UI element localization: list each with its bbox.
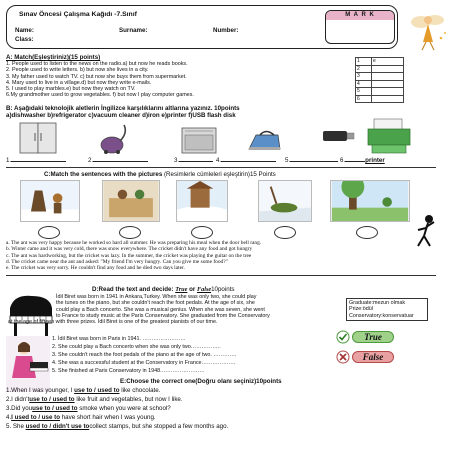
blank-number: 6. [340, 157, 346, 164]
section-a-item: 3. My father used to watch TV. c) but now she buys them from supermarket. [6, 73, 187, 80]
blank-1[interactable] [6, 157, 66, 164]
section-a-item: 4. Mary used to live in a village.d) but now they write e-mails. [6, 79, 152, 86]
fairy-icon [405, 8, 451, 54]
blank-number: 5. [285, 157, 291, 164]
class-label: Class: [15, 36, 34, 43]
blank-6[interactable] [340, 157, 385, 164]
mark-label: M A R K [326, 11, 394, 20]
check-icon [336, 330, 350, 344]
dishwasher-icon [180, 125, 218, 155]
section-divider [6, 275, 436, 276]
answer-6: printer [365, 157, 385, 164]
grid-answer[interactable] [372, 88, 404, 96]
answer-line[interactable] [345, 157, 365, 162]
choice-post: smoke when you were at school? [77, 405, 171, 412]
blank-number: 1. [6, 157, 12, 164]
blank-5[interactable] [285, 157, 338, 164]
story-picture-3 [176, 180, 228, 222]
choice-options[interactable]: use to / used to [32, 405, 78, 412]
blank-number: 3. [174, 157, 180, 164]
tf-statement: 5. She finished at Paris Conservatory in 1948.…………………… [52, 367, 205, 374]
false-word: False [197, 286, 212, 293]
section-divider [6, 167, 436, 168]
story-sentence: b. Winter came and it was very cold, there was snow everywhere. The cricket didn't have any food and got hungry [6, 246, 253, 253]
match-grid [355, 57, 404, 103]
answer-line[interactable] [221, 157, 276, 162]
section-a-heading: A: Match(Eşleştiriniz)(15 points) [6, 54, 101, 61]
story-picture-4 [258, 180, 312, 222]
paragraph-line: İdil Biret was born in 1941 in Ankara,Turkey. When she was only two, she could play [56, 294, 257, 300]
answer-circle[interactable] [274, 226, 296, 239]
glossary-box [346, 298, 428, 321]
grid-number: 1 [356, 58, 372, 66]
thinking-stick-figure-icon [412, 214, 442, 248]
mark-box[interactable] [325, 10, 395, 44]
section-c-heading: C:Match the sentences with the pictures [44, 171, 163, 178]
blank-number: 4. [216, 157, 222, 164]
grid-number: 6 [356, 95, 372, 103]
choice-item [6, 423, 228, 430]
glossary-item: Graduate:mezun olmak [349, 300, 406, 306]
story-sentence: c. The ant was hardworking, but the cricket was lazy. In the summer, the cricket was playing the guitar on the tree [6, 252, 252, 259]
true-false-statements [52, 336, 236, 374]
refrigerator-icon [18, 121, 58, 155]
or-word: or [187, 286, 197, 293]
tf-statement: 1. İdil Biret was born in Paris in 1941. …………………… [52, 336, 186, 342]
paragraph-line: could play a Bach concerto. She was a musical genius. When she was seven, she went [56, 306, 265, 313]
section-a-item: 6.My grandmother used to grow vegetables. f) but now I play computer games. [6, 92, 194, 99]
tf-statement: 3. She couldn't reach the foot pedals of the piano at the age of two. …………. [52, 351, 237, 358]
choice-pre: 1.When I was younger, I [6, 387, 75, 394]
answer-line[interactable] [179, 157, 213, 162]
section-b-heading: B: Aşağıdaki teknolojik aletlerin İngilizce karşılıklarını altlarına yazınız. 10points [6, 105, 240, 112]
answer-circle[interactable] [38, 226, 60, 239]
cross-icon [336, 350, 350, 364]
choice-item [6, 414, 228, 421]
grid-answer[interactable] [372, 65, 404, 73]
story-picture-2 [102, 180, 160, 222]
section-a-item: 1. People used to listen to the news on the radio.a) but now he reads books. [6, 61, 188, 67]
choice-post: like fruit and vegetables, but now I like. [74, 396, 183, 403]
choice-post: like chocolate. [119, 387, 161, 394]
true-badge [336, 330, 396, 344]
answer-circle[interactable] [356, 226, 378, 239]
story-sentence: a. The ant was very happy because he worked so hard all summer. He was preparing his meal when the door bell rang. [6, 240, 262, 246]
choice-post: collect stamps, but she stopped a few months ago. [89, 423, 229, 430]
name-label: Name: [15, 27, 34, 34]
choice-pre: 3.Did you [6, 405, 33, 412]
answer-line[interactable] [11, 157, 66, 162]
surname-label: Surname: [119, 27, 148, 34]
section-d-heading-text: D:Read the text and decide: [92, 286, 176, 293]
paragraph-line: to France to study music at the Paris Conservatory. She graduated from the Conservatory [56, 312, 270, 319]
grid-answer[interactable] [372, 80, 404, 88]
worksheet-title: Sınav Öncesi Çalışma Kağıdı -7.Sınıf [19, 11, 137, 18]
usb-flash-disk-icon [321, 128, 355, 144]
vacuum-cleaner-icon [98, 123, 132, 155]
glossary-item: Prize:ödül [349, 306, 373, 313]
blank-number: 2. [88, 157, 94, 164]
choice-pre: 2.I didn't [6, 396, 30, 403]
answer-circle[interactable] [119, 226, 141, 239]
blank-2[interactable] [88, 157, 148, 164]
choice-item [6, 405, 228, 412]
paragraph-line: at the age of fifteen with three prizes. İdil Biret is one of the greatest pianists of our time. [8, 319, 218, 326]
section-d-heading [92, 286, 235, 293]
answer-circle[interactable] [191, 226, 213, 239]
section-a-item: 5. I used to play marbles.e) but now they watch on TV. [6, 86, 136, 93]
choice-pre: 5. She [6, 423, 26, 430]
tf-statement: 4. She was a successful student at the Conservatory in France………………. [52, 359, 236, 366]
story-picture-5 [330, 180, 410, 222]
true-badge-label: True [352, 331, 394, 343]
blank-3[interactable] [174, 157, 213, 164]
choice-post: have short hair when I was young. [60, 414, 156, 421]
story-picture-1 [20, 180, 80, 222]
choice-options[interactable]: use to / used to [29, 396, 75, 403]
grid-answer[interactable] [372, 73, 404, 81]
section-c-sentences [6, 240, 261, 271]
biography-paragraph [8, 294, 270, 326]
paragraph-line: the tunes on the piano, but she couldn't reach the foot pedals. At the age of six, she [56, 300, 255, 307]
section-d-points: 10points [211, 286, 235, 293]
story-sentence: d. The cricket came near the ant and asked: "My friend I'm very hungry. Can you give me some food?" [6, 258, 228, 265]
section-a-item: 2. People used to write letters. b) but now she lives in a city. [6, 67, 149, 74]
false-badge [336, 350, 396, 364]
header-box [6, 5, 398, 49]
iron-icon [246, 127, 282, 153]
answer-line[interactable] [290, 157, 338, 162]
true-word: True [175, 286, 188, 293]
choice-options[interactable]: used to / didn't use to [25, 423, 90, 430]
story-sentence: e. The cricket was very sorry. He couldn't find any food and he died two days later. [6, 265, 185, 272]
number-label: Number: [213, 27, 239, 34]
choice-options[interactable]: I used to / use to [11, 414, 60, 421]
section-e-heading: E:Choose the correct one(Doğru olanı seçiniz)10points [120, 378, 282, 385]
blank-4[interactable] [216, 157, 276, 164]
piano-icon [6, 290, 56, 338]
section-a-list [6, 61, 194, 99]
tf-statement: 2. She could play a Bach concerto when she was only two…………….. [52, 343, 221, 350]
section-c-heading-rest: (Resimlerle cümleleri eşleştirin)15 Points [162, 171, 276, 178]
section-c-heading-line [44, 171, 276, 178]
grid-number: 2 [356, 65, 372, 73]
printer-icon [364, 117, 416, 155]
choice-options[interactable]: use to / used to [74, 387, 120, 394]
section-e-list [6, 387, 228, 430]
answer-line[interactable] [93, 157, 148, 162]
choice-item [6, 396, 228, 403]
girl-at-piano-picture [6, 336, 50, 392]
false-badge-label: False [352, 351, 394, 363]
grid-answer[interactable] [372, 95, 404, 103]
section-b-options: a)dishwasher b)refrigerator c)vacuum cleaner d)iron e)printer f)USB flash disk [6, 112, 236, 119]
glossary-item: Conservatory:konservatuar [349, 312, 414, 319]
grid-number: 5 [356, 88, 372, 96]
grid-number: 3 [356, 73, 372, 81]
grid-answer[interactable]: e [372, 58, 404, 66]
choice-item [6, 387, 228, 394]
choice-pre: 4. [6, 414, 12, 421]
grid-number: 4 [356, 80, 372, 88]
